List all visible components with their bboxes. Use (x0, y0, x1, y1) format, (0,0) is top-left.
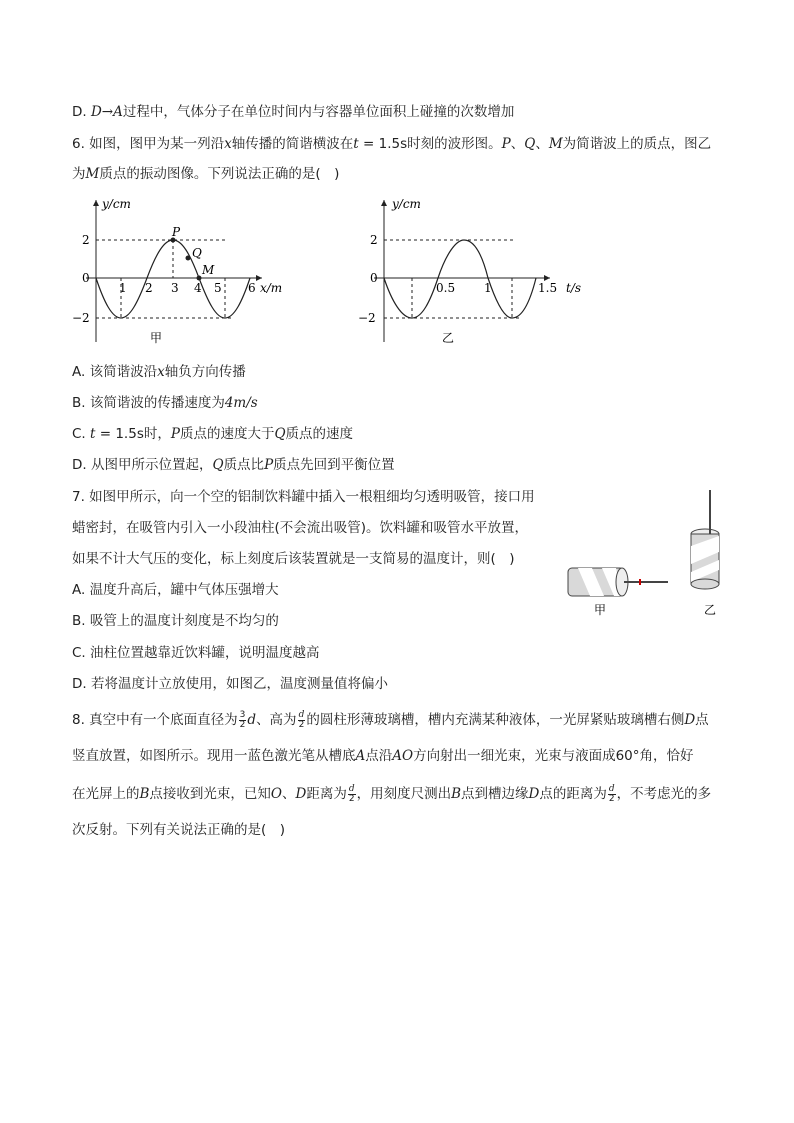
tick-6: 6 (248, 281, 256, 295)
y-zero-label: 0 (82, 271, 90, 285)
wave-graph-jia (72, 192, 302, 352)
q6-stem-line1: 6. 如图，图甲为某一列沿x轴传播的简谐横波在t = 1.5s时刻的波形图。P、Q、M为简谐波上的质点，图乙 (72, 136, 712, 152)
q6-stem-line2: 为M质点的振动图像。下列说法正确的是( ) (72, 166, 340, 182)
q6-option-b: B. 该简谐波的传播速度为4m/s (72, 395, 258, 411)
q7-stem-line2: 蜡密封，在吸管内引入一小段油柱(不会流出吸管)。饮料罐和吸管水平放置， (72, 520, 529, 536)
q7-stem-line1: 7. 如图甲所示，向一个空的铝制饮料罐中插入一根粗细均匀透明吸管，接口用 (72, 489, 535, 505)
tick-3: 3 (171, 281, 179, 295)
tick-0-5: 0.5 (436, 281, 456, 295)
q6-option-c: C. t = 1.5s时，P质点的速度大于Q质点的速度 (72, 426, 354, 442)
q7-option-c: C. 油柱位置越靠近饮料罐，说明温度越高 (72, 645, 320, 661)
tick-1: 1 (484, 281, 492, 295)
caption-jia: 甲 (594, 603, 607, 617)
point-m (197, 276, 202, 281)
caption-yi: 乙 (442, 331, 455, 345)
y-top-label: 2 (82, 233, 90, 247)
x-axis-label: x/m (260, 281, 283, 295)
vertical-can (691, 490, 719, 589)
y-top-label: 2 (370, 233, 378, 247)
wave-curve (96, 240, 250, 318)
tick-5: 5 (214, 281, 222, 295)
tick-1: 1 (119, 281, 127, 295)
q7-option-a: A. 温度升高后，罐中气体压强增大 (72, 582, 279, 598)
q6-option-d: D. 从图甲所示位置起，Q质点比P质点先回到平衡位置 (72, 457, 395, 473)
vibration-curve (384, 240, 536, 318)
q8-stem-line2: 竖直放置，如图所示。现用一蓝色激光笔从槽底A点沿AO方向射出一细光束，光束与液面成60°角，恰好 (72, 748, 694, 764)
y-axis-label: y/cm (102, 197, 131, 211)
q8-stem-line1: 8. 真空中有一个底面直径为 $\frac{3}{2}$ d、高为 $\frac{d}{2}$ 的圆柱形薄玻璃槽，槽内充满某种液体，一光屏紧贴玻璃槽右侧D点 (72, 709, 709, 730)
q7-option-b: B. 吸管上的温度计刻度是不均匀的 (72, 613, 279, 629)
q7-stem-line3: 如果不计大气压的变化，标上刻度后该装置就是一支简易的温度计，则( ) (72, 551, 515, 567)
tick-4: 4 (194, 281, 202, 295)
q7-option-d: D. 若将温度计立放使用，如图乙，温度测量值将偏小 (72, 676, 388, 692)
q5-option-d: D. D→A过程中，气体分子在单位时间内与容器单位面积上碰撞的次数增加 (72, 104, 515, 120)
q8-stem-line4: 次反射。下列有关说法正确的是( ) (72, 822, 286, 838)
horizontal-can (568, 568, 668, 596)
q6-option-a: A. 该简谐波沿x轴负方向传播 (72, 364, 246, 380)
y-bottom-label: −2 (358, 311, 376, 325)
label-p: P (172, 225, 181, 239)
can-thermometer-figure (560, 486, 740, 626)
q8-stem-line3: 在光屏上的B点接收到光束，已知O、D距离为 $\frac{d}{2}$ ，用刻度尺测出B点到槽边缘D点的距离为 $\frac{d}{2}$ ，不考虑光的多 (72, 783, 712, 804)
tick-1-5: 1.5 (538, 281, 558, 295)
vibration-graph-yi (340, 192, 600, 352)
point-q (186, 256, 191, 261)
y-zero-label: 0 (370, 271, 378, 285)
t-axis-label: t/s (566, 281, 582, 295)
label-m: M (202, 263, 215, 277)
y-axis-label: y/cm (392, 197, 421, 211)
label-q: Q (192, 246, 202, 260)
caption-yi: 乙 (704, 603, 717, 617)
y-bottom-label: −2 (72, 311, 90, 325)
tick-2: 2 (145, 281, 153, 295)
caption-jia: 甲 (150, 331, 163, 345)
